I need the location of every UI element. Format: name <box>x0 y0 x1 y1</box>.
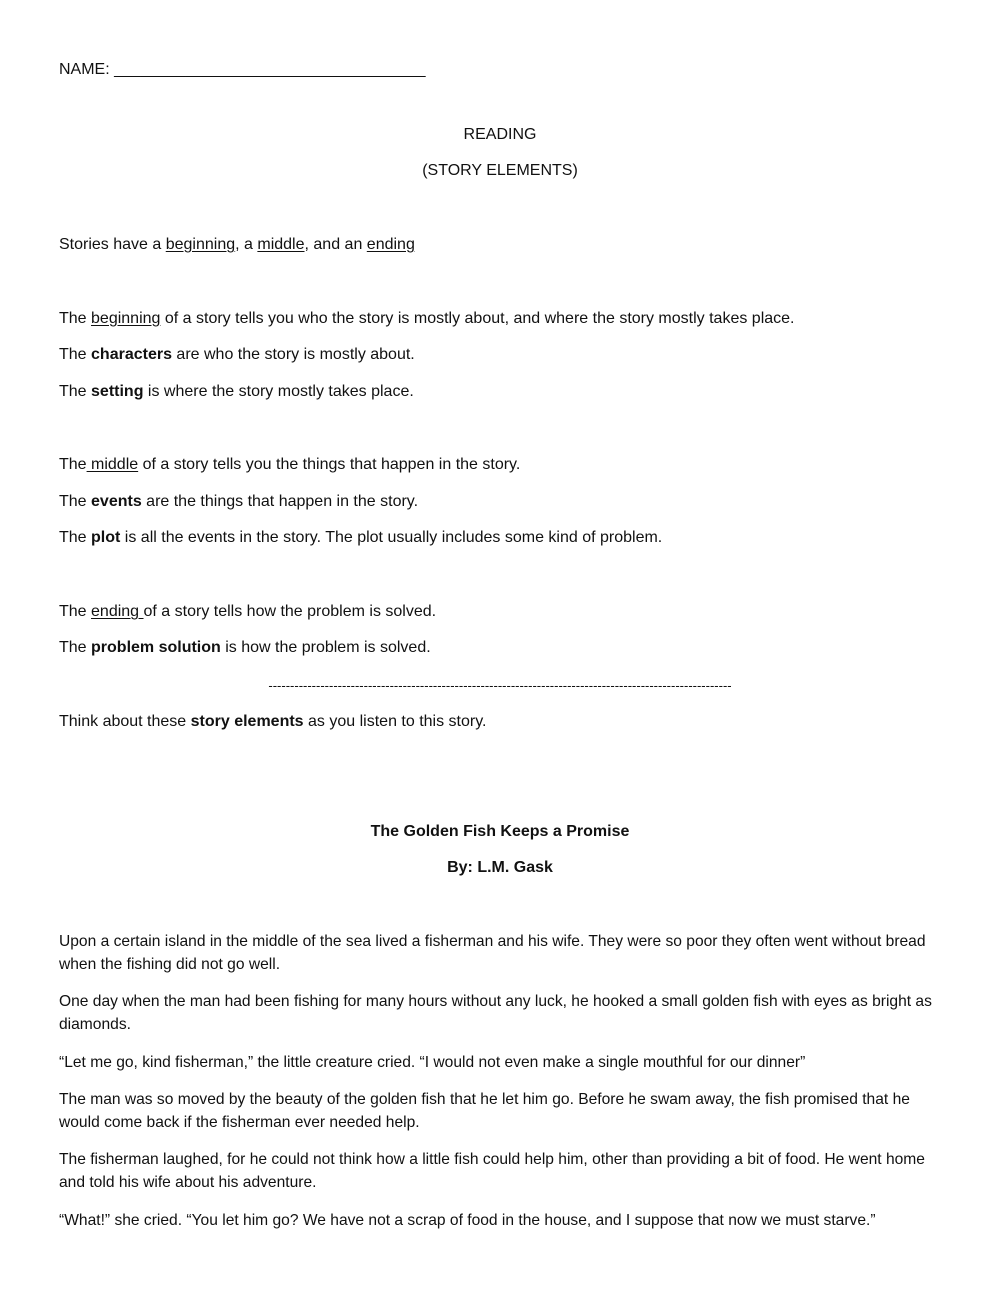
text: The <box>59 346 92 363</box>
text: as you listen to this story. <box>303 713 487 730</box>
plot-definition <box>59 528 662 548</box>
text: is where the story mostly takes place. <box>143 383 414 400</box>
term-characters: characters <box>91 346 172 363</box>
term-setting: setting <box>91 383 144 400</box>
term-events: events <box>91 493 142 510</box>
text: of a story tells you who the story is mostly about, and where the story mostly takes place. <box>160 310 795 327</box>
beginning-definition <box>59 309 794 329</box>
term-problem-solution: problem solution <box>91 639 221 656</box>
name-blank: ___________________________________ <box>114 61 426 78</box>
characters-definition <box>59 345 415 365</box>
term-plot: plot <box>91 529 121 546</box>
middle-definition <box>59 455 520 475</box>
text: of a story tells you the things that happen in the story. <box>138 456 521 473</box>
intro-beginning: beginning <box>165 236 236 253</box>
page-subtitle: (STORY ELEMENTS) <box>422 162 578 179</box>
term-middle: middle <box>86 456 139 473</box>
intro-text: Stories have a <box>59 236 166 253</box>
text: The <box>59 639 92 656</box>
text: The <box>59 493 92 510</box>
name-label: NAME: <box>59 61 110 78</box>
text: is how the problem is solved. <box>220 639 431 656</box>
text: The <box>59 529 92 546</box>
text: are who the story is mostly about. <box>171 346 415 363</box>
setting-definition <box>59 382 414 402</box>
text: are the things that happen in the story. <box>141 493 419 510</box>
text: Think about these <box>59 713 191 730</box>
intro-line <box>59 235 415 255</box>
name-line <box>59 60 426 80</box>
page-title: READING <box>463 126 537 143</box>
events-definition <box>59 492 418 512</box>
term-story-elements: story elements <box>190 713 304 730</box>
story-byline: By: L.M. Gask <box>447 859 553 876</box>
think-instruction <box>59 712 486 732</box>
story-paragraph: “Let me go, kind fisherman,” the little creature cried. “I would not even make a single mouthful for our dinner” <box>59 1054 806 1071</box>
text: of a story tells how the problem is solved. <box>143 603 437 620</box>
dashed-divider: ----------------------------------------------------------------------------------------------------------- <box>268 678 732 693</box>
solution-definition <box>59 638 431 658</box>
text: The <box>59 603 92 620</box>
story-paragraph: “What!” she cried. “You let him go? We have not a scrap of food in the house, and I suppose that now we must starve.” <box>59 1212 876 1229</box>
story-paragraph: The man was so moved by the beauty of the golden fish that he let him go. Before he swam away, the fish promised that he would come back if the fisherman ever needed help. <box>59 1091 910 1131</box>
intro-ending: ending <box>366 236 415 253</box>
story-title: The Golden Fish Keeps a Promise <box>370 823 630 840</box>
term-beginning: beginning <box>91 310 161 327</box>
intro-text: , and an <box>304 236 367 253</box>
story-paragraph: The fisherman laughed, for he could not think how a little fish could help him, other than providing a bit of food. He went home and told his wife about his adventure. <box>59 1151 925 1191</box>
story-paragraph: One day when the man had been fishing for many hours without any luck, he hooked a small golden fish with eyes as bright as diamonds. <box>59 993 932 1033</box>
text: The <box>59 456 87 473</box>
text: The <box>59 310 92 327</box>
story-paragraph: Upon a certain island in the middle of the sea lived a fisherman and his wife. They were so poor they often went without bread when the fishing did not go well. <box>59 933 926 973</box>
intro-middle: middle <box>257 236 305 253</box>
ending-definition <box>59 602 436 622</box>
text: is all the events in the story. The plot usually includes some kind of problem. <box>120 529 663 546</box>
text: The <box>59 383 92 400</box>
intro-text: , a <box>235 236 258 253</box>
term-ending: ending <box>91 603 144 620</box>
